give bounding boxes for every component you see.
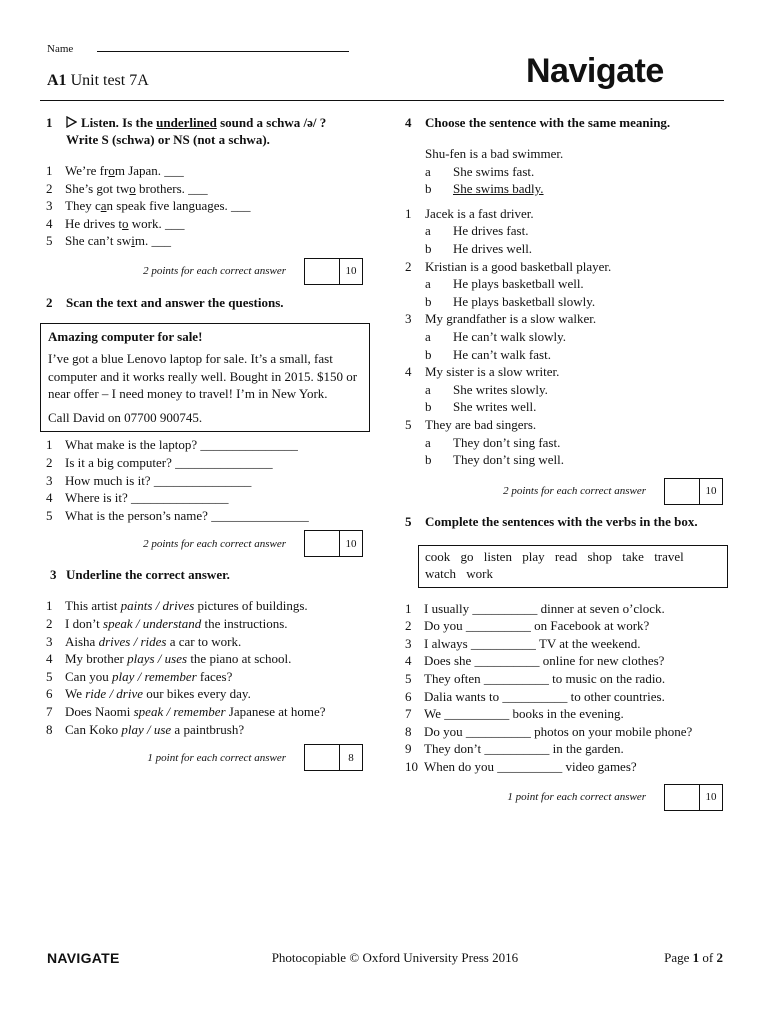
item-number: 1 (46, 437, 53, 453)
q3-item (46, 685, 370, 703)
item-text[interactable]: What make is the laptop? _______________ (65, 437, 298, 453)
item-number: 7 (46, 704, 53, 719)
answer-options[interactable]: play / use (121, 721, 172, 737)
q3-item (46, 615, 370, 633)
answer-options[interactable]: speak / understand (103, 616, 202, 632)
q4-option-a[interactable]: a They don’t sing fast. (425, 434, 561, 450)
word-box-word: go (460, 548, 474, 564)
item-number: 3 (46, 198, 53, 214)
q4-example-option-a: a She swims fast. (425, 163, 535, 179)
q2-instruction: Scan the text and answer the questions. (66, 294, 284, 310)
item-number: 9 (405, 741, 412, 757)
q4-option-b[interactable]: b He drives well. (425, 240, 533, 256)
q3-item (46, 721, 370, 739)
word-box-word: cook (425, 548, 451, 564)
q5-item (405, 670, 730, 688)
q3-item (46, 650, 370, 668)
q4-item-stem: 4 My sister is a slow writer. (405, 364, 560, 380)
item-text[interactable]: Dalia wants to __________ to other countries. (424, 688, 665, 704)
score-entry-box[interactable] (664, 478, 700, 505)
unit-level: A1 (47, 72, 67, 89)
q4-item (405, 363, 730, 416)
answer-options[interactable]: play / remember (111, 668, 197, 684)
q2-score (40, 530, 363, 557)
item-number: 2 (46, 455, 53, 471)
item-text[interactable]: They don’t __________ in the garden. (424, 741, 624, 757)
item-text: Can you play / remember faces? (65, 668, 233, 684)
item-number: 2 (46, 616, 53, 632)
word-box-word: play (522, 548, 545, 564)
item-number: 5 (46, 668, 53, 684)
q5-item (405, 740, 730, 758)
q4-example (425, 145, 730, 198)
item-number: 8 (46, 721, 53, 737)
item-text: We ride / drive our bikes every day. (65, 686, 251, 702)
score-label: 2 points for each correct answer (143, 265, 286, 278)
q2-item (46, 454, 370, 472)
score-max: 10 (700, 478, 723, 505)
play-triangle-icon (66, 116, 77, 128)
answer-options[interactable]: drives / rides (98, 633, 167, 649)
item-number: 3 (46, 633, 53, 649)
item-text: She can’t swim. ___ (65, 233, 171, 249)
item-text: They can speak five languages. ___ (65, 198, 251, 214)
header-divider (40, 100, 724, 101)
q2-item (46, 507, 370, 525)
item-number: 4 (46, 215, 53, 231)
q4-item-stem: 3 My grandfather is a slow walker. (405, 311, 597, 327)
word-box-word: read (554, 548, 578, 564)
item-text: Aisha drives / rides a car to work. (65, 633, 242, 649)
item-number: 1 (405, 600, 412, 616)
answer-options[interactable]: ride / drive (85, 686, 144, 702)
item-text[interactable]: What is the person’s name? _______________ (65, 507, 309, 523)
q3-item (46, 703, 370, 721)
underlined-sound: i (131, 233, 135, 249)
name-field-row (47, 42, 349, 55)
item-text: My brother plays / uses the piano at school. (65, 651, 292, 667)
item-text: I don’t speak / understand the instructions. (65, 616, 288, 632)
q5-item (405, 652, 730, 670)
item-number: 4 (46, 490, 53, 506)
q5-item (405, 705, 730, 723)
item-number: 6 (405, 688, 412, 704)
q5-score (405, 784, 723, 811)
item-text[interactable]: Do you __________ on Facebook at work? (424, 618, 650, 634)
item-number: 4 (405, 364, 412, 380)
item-number: 3 (46, 472, 53, 488)
word-box (418, 545, 728, 588)
footer-copyright: Photocopiable © Oxford University Press 2016 (271, 950, 519, 965)
q3-item (46, 668, 370, 686)
q4-example-option-b: b She swims badly. (425, 181, 544, 197)
word-box-word: listen (483, 548, 512, 564)
q2-item (46, 472, 370, 490)
q2-item (46, 436, 370, 454)
item-text[interactable]: They often __________ to music on the radio. (424, 671, 666, 687)
q3-score (40, 744, 363, 771)
advert-body: I’ve got a blue Lenovo laptop for sale. It’s a small, fast computer and it works really well. Bought in 2015. $150 or near offer – I need money to travel! I’m in New York. (48, 351, 358, 402)
underlined-sound: o (129, 180, 136, 196)
q4-option-b[interactable]: b He can’t walk fast. (425, 346, 551, 362)
q4-heading (405, 114, 730, 131)
unit-title (47, 72, 149, 90)
answer-options[interactable]: plays / uses (127, 651, 188, 667)
item-number: 2 (405, 618, 412, 634)
item-text[interactable]: Is it a big computer? _______________ (65, 455, 273, 471)
item-text[interactable]: Does she __________ online for new clothes? (424, 653, 665, 669)
q3-item (46, 633, 370, 651)
q4-option-b[interactable]: b He plays basketball slowly. (425, 293, 596, 309)
page-number: Page 1 of 2 (664, 950, 723, 965)
q1-score (40, 258, 363, 285)
item-number: 4 (46, 651, 53, 667)
score-max: 10 (340, 258, 363, 285)
item-text[interactable]: I always __________ TV at the weekend. (424, 635, 641, 651)
q4-score (405, 478, 723, 505)
q4-number: 4 (405, 115, 412, 130)
q4-option-b[interactable]: b She writes well. (425, 399, 537, 415)
q3-items (46, 597, 370, 738)
underlined-sound: o (122, 215, 129, 231)
q4-item-stem: 5 They are bad singers. (405, 416, 537, 432)
q5-heading (405, 513, 730, 530)
q2-number: 2 (46, 294, 53, 310)
item-number: 4 (405, 653, 412, 669)
q1-item (46, 232, 370, 250)
q1-item (46, 162, 370, 180)
q5-item (405, 688, 730, 706)
q1-item (46, 197, 370, 215)
item-text: He drives to work. ___ (65, 215, 185, 231)
item-number: 1 (46, 598, 53, 614)
item-number: 5 (405, 416, 412, 432)
advert-title: Amazing computer for sale! (48, 328, 203, 344)
right-column (405, 114, 730, 811)
q3-item (46, 597, 370, 615)
q4-item-stem: 1 Jacek is a fast driver. (405, 205, 534, 221)
item-text: This artist paints / drives pictures of buildings. (65, 598, 308, 614)
q5-item (405, 635, 730, 653)
q1-instruction: Listen. Is the underlined sound a schwa /ə/ ? Write S (schwa) or NS (not a schwa). (66, 115, 327, 147)
q2-items (46, 436, 370, 524)
q5-item (405, 617, 730, 635)
footer-brand: NAVIGATE (47, 950, 120, 966)
unit-title-text: Unit test 7A (70, 72, 149, 89)
item-number: 5 (405, 671, 412, 687)
q1-heading (46, 114, 370, 148)
q4-item (405, 416, 730, 469)
word-box-word: watch (425, 566, 457, 582)
word-box-word: travel (654, 548, 684, 564)
word-box-word: shop (587, 548, 613, 564)
item-number: 8 (405, 723, 412, 739)
q2-item (46, 489, 370, 507)
q4-items (405, 205, 730, 469)
name-line[interactable] (97, 42, 349, 52)
q4-instruction: Choose the sentence with the same meaning. (425, 115, 671, 130)
q4-option-b[interactable]: b They don’t sing well. (425, 452, 564, 468)
item-text: Can Koko play / use a paintbrush? (65, 721, 245, 737)
item-number: 10 (405, 759, 418, 775)
score-max: 10 (340, 530, 363, 557)
item-number: 2 (405, 258, 412, 274)
q4-item (405, 258, 730, 311)
advert-contact: Call David on 07700 900745. (48, 409, 203, 425)
score-label: 1 point for each correct answer (507, 791, 646, 804)
q1-item (46, 180, 370, 198)
item-text[interactable]: Where is it? _______________ (65, 490, 229, 506)
item-text[interactable]: Do you __________ photos on your mobile phone? (424, 723, 693, 739)
q3-heading (50, 566, 370, 583)
item-text: Does Naomi speak / remember Japanese at home? (65, 704, 326, 719)
item-number: 5 (46, 507, 53, 523)
item-number: 6 (46, 686, 53, 702)
item-number: 1 (405, 205, 412, 221)
word-box-word: take (622, 548, 644, 564)
q1-item (46, 215, 370, 233)
score-entry-box[interactable] (304, 744, 340, 771)
item-number: 2 (46, 180, 53, 196)
name-label: Name (47, 43, 74, 55)
q1-items (46, 162, 370, 250)
q4-option-a[interactable]: a He plays basketball well. (425, 276, 584, 292)
q5-number: 5 (405, 513, 412, 529)
score-max: 8 (340, 744, 363, 771)
q4-item (405, 310, 730, 363)
item-number: 7 (405, 706, 412, 722)
q5-instruction: Complete the sentences with the verbs in the box. (425, 513, 698, 529)
q5-item (405, 600, 730, 618)
q5-items (405, 600, 730, 776)
q4-option-a[interactable]: a He can’t walk slowly. (425, 328, 567, 344)
item-text: We’re from Japan. ___ (65, 163, 184, 178)
score-label: 1 point for each correct answer (147, 751, 286, 764)
item-number: 3 (405, 635, 412, 651)
score-label: 2 points for each correct answer (503, 485, 646, 498)
item-text[interactable]: How much is it? _______________ (65, 472, 252, 488)
score-max: 10 (700, 784, 723, 811)
item-number: 1 (46, 163, 53, 178)
q4-item-stem: 2 Kristian is a good basketball player. (405, 258, 612, 274)
item-number: 5 (46, 233, 53, 249)
item-text[interactable]: When do you __________ video games? (424, 759, 637, 775)
q3-instruction: Underline the correct answer. (66, 567, 230, 583)
score-entry-box[interactable] (304, 530, 340, 557)
navigate-logo: Navigate (526, 52, 664, 90)
q2-heading (46, 294, 370, 311)
answer-options[interactable]: paints / drives (120, 598, 195, 614)
item-text[interactable]: We __________ books in the evening. (424, 706, 624, 722)
q4-example-stem: Shu-fen is a bad swimmer. (425, 146, 564, 161)
answer-options[interactable]: speak / remember (133, 704, 226, 719)
underlined-sound: o (108, 163, 115, 178)
advert-box (40, 323, 370, 433)
q5-item (405, 758, 730, 776)
q4-option-a[interactable]: a He drives fast. (425, 223, 529, 239)
footer (47, 950, 723, 966)
score-entry-box[interactable] (304, 258, 340, 285)
word-box-word: work (466, 566, 494, 582)
q3-number: 3 (50, 567, 57, 583)
q5-item (405, 723, 730, 741)
item-text: She’s got two brothers. ___ (65, 180, 208, 196)
score-entry-box[interactable] (664, 784, 700, 811)
item-text[interactable]: I usually __________ dinner at seven o’clock. (424, 600, 665, 616)
q4-item (405, 205, 730, 258)
left-column (40, 114, 370, 771)
item-number: 3 (405, 311, 412, 327)
underlined-sound: a (100, 198, 107, 214)
q1-number: 1 (46, 115, 53, 130)
score-label: 2 points for each correct answer (143, 537, 286, 550)
q4-option-a[interactable]: a She writes slowly. (425, 381, 548, 397)
